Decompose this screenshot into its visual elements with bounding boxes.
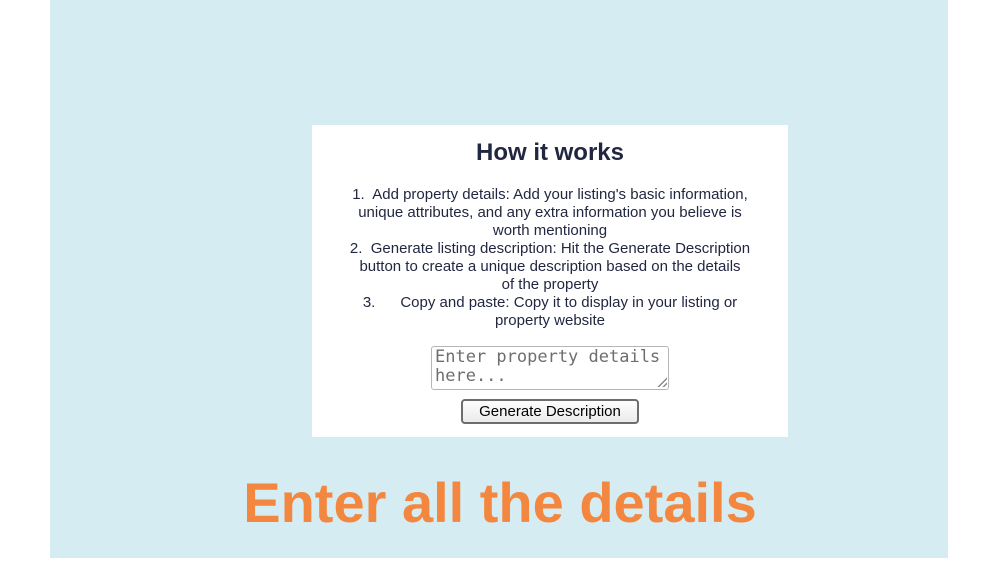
step-item-2 <box>312 240 788 294</box>
property-details-input[interactable] <box>431 346 669 390</box>
step-item-3 <box>312 294 788 330</box>
step-line: button to create a unique description based on the details <box>359 258 741 275</box>
card-title: How it works <box>475 139 625 166</box>
property-details-input-wrap <box>431 346 669 390</box>
step-line: of the property <box>501 276 599 293</box>
generate-description-button[interactable]: Generate Description <box>461 399 639 424</box>
step-line: unique attributes, and any extra information you believe is <box>358 204 742 221</box>
step-line: worth mentioning <box>492 222 608 239</box>
step-item-1 <box>312 186 788 240</box>
steps-list <box>312 186 788 330</box>
step-line: 2. Generate listing description: Hit the Generate Description <box>349 240 751 257</box>
how-it-works-card <box>312 125 788 437</box>
step-line: property website <box>494 312 606 329</box>
caption-text: Enter all the details <box>243 471 757 534</box>
step-line: 1. Add property details: Add your listing's basic information, <box>352 186 748 203</box>
step-line: 3. Copy and paste: Copy it to display in your listing or <box>362 294 738 311</box>
